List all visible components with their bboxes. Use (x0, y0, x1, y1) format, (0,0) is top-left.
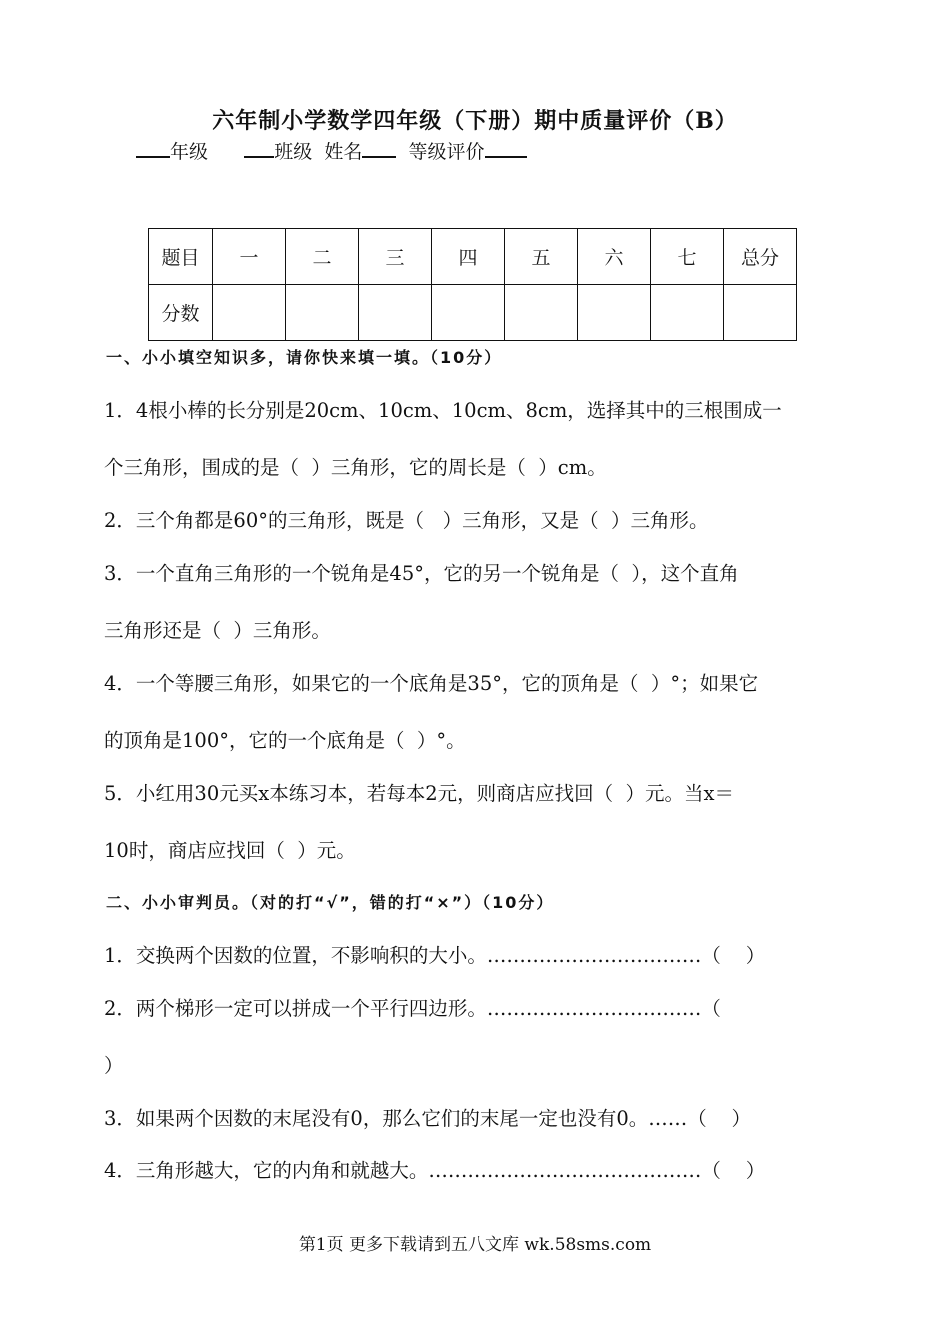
table-cell: 五 (505, 229, 578, 285)
section-heading: 一、小小填空知识多，请你快来填一填。（10分） (106, 348, 503, 367)
score-input-cell[interactable] (724, 285, 797, 341)
student-info-line (136, 137, 527, 164)
table-cell: 总分 (724, 229, 797, 285)
page-title: 六年制小学数学四年级（下册）期中质量评价（B） (212, 108, 738, 134)
section-heading: 二、小小审判员。（对的打“√”，错的打“×”）（10分） (106, 893, 555, 912)
score-input-cell[interactable] (432, 285, 505, 341)
table-cell: 一 (213, 229, 286, 285)
page-footer: 第1页 更多下载请到五八文库 wk.58sms.com (298, 1235, 652, 1255)
score-input-cell[interactable] (505, 285, 578, 341)
question-line: 2．两个梯形一定可以拼成一个平行四边形。……………………………（ (104, 997, 721, 1020)
table-cell: 三 (359, 229, 432, 285)
score-input-cell[interactable] (213, 285, 286, 341)
question-line: 5．小红用30元买x本练习本，若每本2元，则商店应找回（ ）元。当x＝ (104, 782, 735, 805)
score-input-cell[interactable] (286, 285, 359, 341)
question-line: 个三角形，围成的是（ ）三角形，它的周长是（ ）cm。 (104, 456, 607, 479)
name-blank (362, 138, 396, 158)
question-line: 1．4根小棒的长分别是20cm、10cm、10cm、8cm，选择其中的三根围成一 (104, 399, 782, 422)
score-table-score-row (149, 285, 797, 341)
question-line: 3．一个直角三角形的一个锐角是45°，它的另一个锐角是（ ），这个直角 (104, 562, 739, 585)
question-line: 10时，商店应找回（ ）元。 (104, 839, 356, 862)
question-line: 三角形还是（ ）三角形。 (104, 619, 331, 642)
table-cell: 分数 (149, 285, 213, 341)
grade-label: 年级 (170, 141, 209, 163)
table-cell: 二 (286, 229, 359, 285)
score-table-header-row (149, 229, 797, 285)
score-table (148, 228, 797, 341)
question-line: 3．如果两个因数的末尾没有0，那么它们的末尾一定也没有0。……（ ） (104, 1107, 752, 1130)
table-cell: 题目 (149, 229, 213, 285)
score-input-cell[interactable] (359, 285, 432, 341)
question-line: 2．三个角都是60°的三角形，既是（ ）三角形，又是（ ）三角形。 (104, 509, 709, 532)
question-line: 的顶角是100°，它的一个底角是（ ）°。 (104, 729, 466, 752)
table-cell: 七 (651, 229, 724, 285)
class-label: 班级 (274, 141, 313, 163)
class-blank (244, 138, 274, 158)
eval-label: 等级评价 (408, 141, 485, 163)
grade-blank (136, 138, 170, 158)
score-input-cell[interactable] (578, 285, 651, 341)
score-input-cell[interactable] (651, 285, 724, 341)
question-line: 1．交换两个因数的位置，不影响积的大小。……………………………（ ） (104, 944, 766, 967)
question-line: ） (104, 1054, 124, 1077)
question-line: 4．三角形越大，它的内角和就越大。……………………………………（ ） (104, 1159, 766, 1182)
name-label: 姓名 (324, 141, 363, 163)
table-cell: 四 (432, 229, 505, 285)
question-line: 4．一个等腰三角形，如果它的一个底角是35°，它的顶角是（ ）°；如果它 (104, 672, 759, 695)
table-cell: 六 (578, 229, 651, 285)
eval-blank (485, 138, 527, 158)
